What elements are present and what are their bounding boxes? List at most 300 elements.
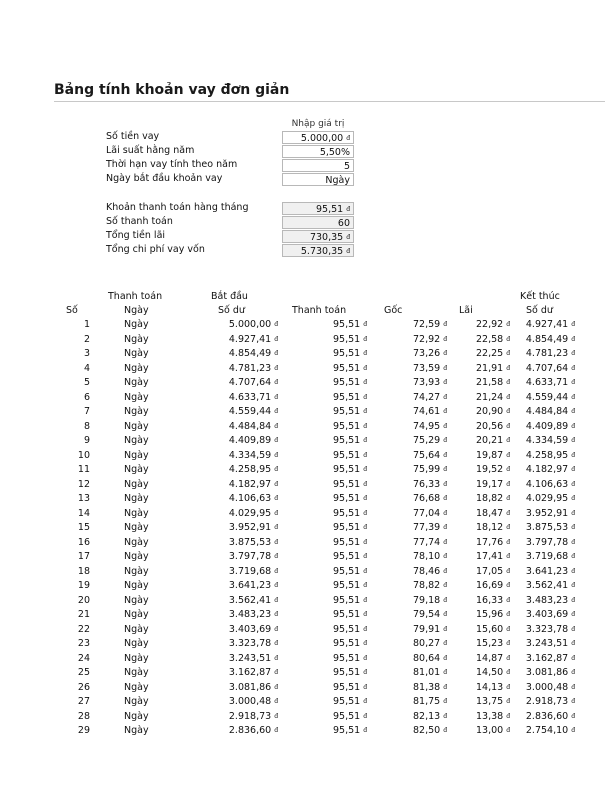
- cell-interest: [448, 478, 510, 492]
- cell-interest: [448, 449, 510, 463]
- cell-beginning-balance: [200, 333, 278, 347]
- currency-symbol: đ: [506, 408, 510, 415]
- cell-principal: [370, 550, 447, 564]
- currency-symbol: đ: [363, 538, 367, 546]
- cell-payment: [290, 347, 367, 361]
- cell-payment-value: 95,51: [332, 464, 361, 475]
- cell-principal-value: 79,18: [412, 594, 441, 606]
- cell-beginning-balance: [200, 362, 278, 376]
- currency-symbol: đ: [443, 495, 447, 502]
- cell-principal: [370, 463, 447, 477]
- table-row: [0, 594, 616, 608]
- cell-interest-value: 19,17: [475, 478, 504, 490]
- cell-payment-value: 95,51: [332, 435, 361, 446]
- cell-principal-value: 81,38: [412, 681, 441, 693]
- cell-principal-value: 75,99: [412, 464, 441, 475]
- cell-payment-value: 95,51: [332, 391, 361, 403]
- currency-symbol: đ: [363, 393, 367, 401]
- cell-ending-balance-value: 4.707,64: [525, 362, 569, 374]
- cell-interest: [448, 652, 510, 666]
- cell-number: [66, 550, 90, 564]
- currency-symbol: đ: [363, 466, 367, 473]
- cell-payment-value: 95,51: [332, 507, 361, 519]
- cell-payment-date-value: Ngày: [124, 319, 149, 330]
- cell-payment: [290, 362, 367, 376]
- cell-ending-balance: [505, 333, 575, 347]
- cell-interest-value: 15,23: [475, 638, 504, 649]
- header-number: Số: [66, 305, 78, 316]
- cell-payment-date-value: Ngày: [124, 507, 149, 519]
- currency-symbol: đ: [506, 640, 510, 647]
- cell-beginning-balance: [200, 623, 278, 637]
- cell-number-value: 21: [77, 609, 90, 620]
- cell-beginning-balance-value: 4.409,89: [228, 435, 272, 446]
- cell-beginning-balance-value: 4.781,23: [228, 362, 272, 374]
- cell-beginning-balance: [200, 594, 278, 608]
- currency-symbol: đ: [506, 669, 510, 676]
- cell-number: [66, 608, 90, 622]
- cell-beginning-balance: [200, 681, 278, 695]
- cell-interest: [448, 608, 510, 622]
- currency-symbol: đ: [274, 509, 278, 517]
- currency-symbol: đ: [443, 654, 447, 662]
- cell-number-value: 28: [77, 710, 90, 722]
- cell-number-value: 7: [83, 406, 90, 417]
- cell-ending-balance: [505, 405, 575, 419]
- currency-symbol: đ: [274, 379, 278, 386]
- cell-ending-balance: [505, 623, 575, 637]
- cell-ending-balance-value: 3.719,68: [525, 551, 569, 562]
- header-principal: Gốc: [384, 305, 403, 316]
- cell-ending-balance: [505, 376, 575, 390]
- cell-ending-balance-value: 2.754,10: [525, 725, 569, 736]
- currency-symbol: đ: [506, 466, 510, 473]
- cell-ending-balance: [505, 652, 575, 666]
- cell-number: [66, 434, 90, 448]
- currency-symbol: đ: [443, 480, 447, 488]
- cell-interest: [448, 463, 510, 477]
- cell-payment: [290, 623, 367, 637]
- cell-payment: [290, 594, 367, 608]
- table-row: [0, 347, 616, 361]
- cell-principal-value: 79,91: [412, 623, 441, 635]
- cell-ending-balance-value: 4.182,97: [525, 464, 569, 475]
- currency-symbol: đ: [274, 524, 278, 531]
- cell-payment-date: [124, 594, 149, 608]
- cell-principal: [370, 391, 447, 405]
- header-payment-date-line1: Thanh toán: [108, 291, 163, 302]
- cell-beginning-balance: [200, 420, 278, 434]
- input-field[interactable]: [282, 159, 354, 172]
- cell-principal-value: 81,01: [412, 667, 441, 678]
- cell-payment-value: 95,51: [332, 536, 361, 548]
- currency-symbol: đ: [571, 422, 575, 430]
- cell-beginning-balance: [200, 637, 278, 651]
- currency-symbol: đ: [443, 466, 447, 473]
- currency-symbol: đ: [363, 640, 367, 647]
- cell-beginning-balance-value: 5.000,00: [228, 319, 272, 330]
- currency-symbol: đ: [443, 321, 447, 328]
- cell-number: [66, 521, 90, 535]
- input-field[interactable]: [282, 145, 354, 158]
- cell-payment-value: 95,51: [332, 638, 361, 649]
- cell-payment-date: [124, 652, 149, 666]
- cell-payment-value: 95,51: [332, 522, 361, 533]
- currency-symbol: đ: [363, 408, 367, 415]
- table-row: [0, 492, 616, 506]
- cell-interest-value: 16,33: [475, 594, 504, 606]
- cell-payment: [290, 463, 367, 477]
- currency-symbol: đ: [506, 698, 510, 705]
- currency-symbol: đ: [571, 654, 575, 662]
- cell-ending-balance-value: 3.952,91: [525, 507, 569, 519]
- cell-payment: [290, 652, 367, 666]
- cell-beginning-balance: [200, 347, 278, 361]
- cell-number: [66, 594, 90, 608]
- currency-symbol: đ: [506, 379, 510, 386]
- currency-symbol: đ: [571, 466, 575, 473]
- currency-symbol: đ: [274, 364, 278, 372]
- cell-payment-date: [124, 666, 149, 680]
- table-row: [0, 463, 616, 477]
- cell-principal-value: 78,46: [412, 565, 441, 577]
- cell-interest: [448, 550, 510, 564]
- cell-ending-balance: [505, 666, 575, 680]
- currency-symbol: đ: [443, 350, 447, 357]
- cell-beginning-balance-value: 4.182,97: [228, 478, 272, 490]
- currency-symbol: đ: [571, 451, 575, 459]
- cell-number: [66, 333, 90, 347]
- cell-principal-value: 74,95: [412, 420, 441, 432]
- currency-symbol: đ: [571, 640, 575, 647]
- currency-symbol: đ: [346, 135, 350, 142]
- cell-number: [66, 637, 90, 651]
- cell-number-value: 3: [83, 348, 90, 359]
- cell-payment: [290, 695, 367, 709]
- cell-interest-value: 18,82: [475, 493, 504, 504]
- cell-number-value: 29: [77, 725, 90, 736]
- currency-symbol: đ: [346, 206, 350, 213]
- cell-payment-date-value: Ngày: [124, 348, 149, 359]
- input-field[interactable]: [282, 173, 354, 186]
- cell-payment-value: 95,51: [332, 565, 361, 577]
- cell-payment-date-value: Ngày: [124, 362, 149, 374]
- cell-payment: [290, 478, 367, 492]
- cell-payment-value: 95,51: [332, 609, 361, 620]
- currency-symbol: đ: [274, 553, 278, 560]
- cell-interest-value: 13,00: [475, 725, 504, 736]
- header-interest: Lãi: [459, 305, 473, 316]
- cell-ending-balance: [505, 478, 575, 492]
- cell-number: [66, 478, 90, 492]
- currency-symbol: đ: [571, 553, 575, 560]
- cell-beginning-balance-value: 4.559,44: [228, 406, 272, 417]
- currency-symbol: đ: [274, 727, 278, 734]
- currency-symbol: đ: [571, 509, 575, 517]
- cell-principal: [370, 536, 447, 550]
- cell-principal: [370, 666, 447, 680]
- cell-beginning-balance: [200, 449, 278, 463]
- cell-interest: [448, 318, 510, 332]
- cell-payment-date: [124, 376, 149, 390]
- cell-payment-date: [124, 507, 149, 521]
- cell-interest: [448, 724, 510, 738]
- cell-payment-date-value: Ngày: [124, 725, 149, 736]
- cell-beginning-balance: [200, 579, 278, 593]
- inputs-label: Ngày bắt đầu khoản vay: [106, 173, 223, 184]
- cell-payment-date: [124, 695, 149, 709]
- field-value: 60: [337, 218, 350, 229]
- currency-symbol: đ: [274, 480, 278, 488]
- cell-number: [66, 507, 90, 521]
- cell-payment-date: [124, 333, 149, 347]
- cell-payment-date-value: Ngày: [124, 449, 149, 461]
- cell-payment-value: 95,51: [332, 594, 361, 606]
- currency-symbol: đ: [571, 538, 575, 546]
- cell-interest-value: 18,47: [475, 507, 504, 519]
- field-value: 5.730,35: [300, 246, 344, 257]
- cell-interest-value: 21,24: [475, 391, 504, 403]
- cell-ending-balance-value: 4.258,95: [525, 449, 569, 461]
- cell-ending-balance: [505, 724, 575, 738]
- cell-number: [66, 695, 90, 709]
- cell-ending-balance: [505, 318, 575, 332]
- calculated-value: [282, 202, 354, 215]
- cell-number: [66, 666, 90, 680]
- cell-beginning-balance-value: 4.258,95: [228, 464, 272, 475]
- cell-payment: [290, 521, 367, 535]
- cell-ending-balance-value: 3.641,23: [525, 565, 569, 577]
- currency-symbol: đ: [443, 567, 447, 575]
- cell-payment-value: 95,51: [332, 348, 361, 359]
- cell-number: [66, 710, 90, 724]
- currency-symbol: đ: [443, 379, 447, 386]
- currency-symbol: đ: [506, 393, 510, 401]
- currency-symbol: đ: [274, 466, 278, 473]
- cell-beginning-balance: [200, 507, 278, 521]
- currency-symbol: đ: [571, 683, 575, 691]
- currency-symbol: đ: [363, 553, 367, 560]
- cell-number: [66, 724, 90, 738]
- cell-beginning-balance-value: 3.797,78: [228, 551, 272, 562]
- currency-symbol: đ: [571, 335, 575, 343]
- cell-principal-value: 76,33: [412, 478, 441, 490]
- cell-beginning-balance: [200, 608, 278, 622]
- currency-symbol: đ: [363, 683, 367, 691]
- cell-interest-value: 22,58: [475, 333, 504, 345]
- cell-interest-value: 18,12: [475, 522, 504, 533]
- cell-payment-value: 95,51: [332, 710, 361, 722]
- cell-interest-value: 21,58: [475, 377, 504, 388]
- cell-beginning-balance: [200, 652, 278, 666]
- cell-payment: [290, 681, 367, 695]
- cell-principal: [370, 724, 447, 738]
- table-row: [0, 652, 616, 666]
- currency-symbol: đ: [506, 350, 510, 357]
- cell-beginning-balance: [200, 463, 278, 477]
- currency-symbol: đ: [571, 321, 575, 328]
- cell-interest: [448, 666, 510, 680]
- cell-beginning-balance-value: 4.633,71: [228, 391, 272, 403]
- cell-number-value: 22: [77, 623, 90, 635]
- currency-symbol: đ: [506, 524, 510, 531]
- currency-symbol: đ: [506, 495, 510, 502]
- table-row: [0, 420, 616, 434]
- cell-payment-date: [124, 724, 149, 738]
- currency-symbol: đ: [274, 422, 278, 430]
- currency-symbol: đ: [443, 509, 447, 517]
- cell-principal-value: 74,27: [412, 391, 441, 403]
- cell-number-value: 10: [77, 449, 90, 461]
- cell-interest-value: 17,76: [475, 536, 504, 548]
- cell-number: [66, 449, 90, 463]
- cell-interest: [448, 405, 510, 419]
- cell-number-value: 2: [83, 333, 90, 345]
- cell-payment-date: [124, 637, 149, 651]
- cell-beginning-balance-value: 3.243,51: [228, 652, 272, 664]
- currency-symbol: đ: [346, 234, 350, 241]
- cell-payment: [290, 579, 367, 593]
- cell-ending-balance-value: 3.162,87: [525, 652, 569, 664]
- cell-payment: [290, 536, 367, 550]
- cell-interest-value: 17,05: [475, 565, 504, 577]
- cell-principal-value: 77,04: [412, 507, 441, 519]
- currency-symbol: đ: [443, 727, 447, 734]
- currency-symbol: đ: [571, 495, 575, 502]
- cell-ending-balance-value: 2.836,60: [525, 710, 569, 722]
- cell-payment: [290, 449, 367, 463]
- cell-number: [66, 565, 90, 579]
- cell-beginning-balance: [200, 550, 278, 564]
- cell-interest: [448, 420, 510, 434]
- cell-interest-value: 20,56: [475, 420, 504, 432]
- calculated-value: [282, 230, 354, 243]
- cell-interest: [448, 434, 510, 448]
- header-payment: Thanh toán: [292, 305, 347, 316]
- cell-payment-date: [124, 420, 149, 434]
- table-row: [0, 681, 616, 695]
- cell-number: [66, 652, 90, 666]
- cell-beginning-balance: [200, 434, 278, 448]
- currency-symbol: đ: [571, 567, 575, 575]
- currency-symbol: đ: [506, 654, 510, 662]
- currency-symbol: đ: [571, 408, 575, 415]
- cell-ending-balance: [505, 362, 575, 376]
- currency-symbol: đ: [363, 712, 367, 720]
- cell-principal-value: 76,68: [412, 493, 441, 504]
- currency-symbol: đ: [506, 451, 510, 459]
- cell-payment: [290, 565, 367, 579]
- currency-symbol: đ: [506, 582, 510, 589]
- cell-interest: [448, 507, 510, 521]
- cell-beginning-balance-value: 3.719,68: [228, 565, 272, 577]
- currency-symbol: đ: [443, 683, 447, 691]
- cell-principal: [370, 347, 447, 361]
- cell-interest: [448, 376, 510, 390]
- cell-beginning-balance: [200, 666, 278, 680]
- currency-symbol: đ: [443, 669, 447, 676]
- currency-symbol: đ: [363, 480, 367, 488]
- cell-number: [66, 492, 90, 506]
- cell-beginning-balance: [200, 521, 278, 535]
- cell-number: [66, 681, 90, 695]
- cell-payment: [290, 318, 367, 332]
- cell-interest: [448, 536, 510, 550]
- cell-beginning-balance-value: 3.081,86: [228, 681, 272, 693]
- table-row: [0, 724, 616, 738]
- cell-principal: [370, 637, 447, 651]
- table-row: [0, 478, 616, 492]
- currency-symbol: đ: [363, 451, 367, 459]
- cell-beginning-balance-value: 4.927,41: [228, 333, 272, 345]
- field-value: 730,35: [309, 232, 344, 243]
- cell-principal: [370, 449, 447, 463]
- cell-principal: [370, 681, 447, 695]
- table-row: [0, 710, 616, 724]
- currency-symbol: đ: [274, 495, 278, 502]
- cell-ending-balance: [505, 594, 575, 608]
- table-row: [0, 579, 616, 593]
- cell-beginning-balance: [200, 565, 278, 579]
- cell-ending-balance-value: 4.106,63: [525, 478, 569, 490]
- inputs-label: Lãi suất hằng năm: [106, 145, 195, 156]
- cell-principal: [370, 652, 447, 666]
- cell-payment-value: 95,51: [332, 580, 361, 591]
- table-row: [0, 521, 616, 535]
- cell-interest: [448, 695, 510, 709]
- currency-symbol: đ: [506, 625, 510, 633]
- cell-payment-date: [124, 710, 149, 724]
- cell-payment: [290, 550, 367, 564]
- cell-principal: [370, 594, 447, 608]
- currency-symbol: đ: [443, 451, 447, 459]
- cell-principal: [370, 565, 447, 579]
- currency-symbol: đ: [363, 727, 367, 734]
- cell-principal-value: 73,59: [412, 362, 441, 374]
- currency-symbol: đ: [571, 712, 575, 720]
- page-title: Bảng tính khoản vay đơn giản: [54, 82, 290, 98]
- field-value: 5: [343, 161, 350, 172]
- summary-label: Tổng tiền lãi: [106, 230, 166, 241]
- cell-principal: [370, 362, 447, 376]
- cell-interest: [448, 579, 510, 593]
- cell-beginning-balance: [200, 536, 278, 550]
- cell-principal-value: 73,93: [412, 377, 441, 388]
- currency-symbol: đ: [363, 495, 367, 502]
- cell-ending-balance-value: 4.854,49: [525, 333, 569, 345]
- cell-interest: [448, 565, 510, 579]
- cell-number: [66, 376, 90, 390]
- table-row: [0, 405, 616, 419]
- cell-payment-value: 95,51: [332, 420, 361, 432]
- cell-number-value: 15: [77, 522, 90, 533]
- currency-symbol: đ: [571, 727, 575, 734]
- calculated-value: [282, 244, 354, 257]
- cell-number: [66, 405, 90, 419]
- cell-number: [66, 536, 90, 550]
- cell-principal-value: 77,39: [412, 522, 441, 533]
- cell-beginning-balance-value: 4.334,59: [228, 449, 272, 461]
- cell-interest-value: 19,52: [475, 464, 504, 475]
- currency-symbol: đ: [363, 596, 367, 604]
- cell-number-value: 20: [77, 594, 90, 606]
- currency-symbol: đ: [274, 683, 278, 691]
- cell-payment-date-value: Ngày: [124, 652, 149, 664]
- cell-beginning-balance-value: 4.106,63: [228, 493, 272, 504]
- cell-number-value: 18: [77, 565, 90, 577]
- input-field[interactable]: [282, 131, 354, 144]
- calculated-value: [282, 216, 354, 229]
